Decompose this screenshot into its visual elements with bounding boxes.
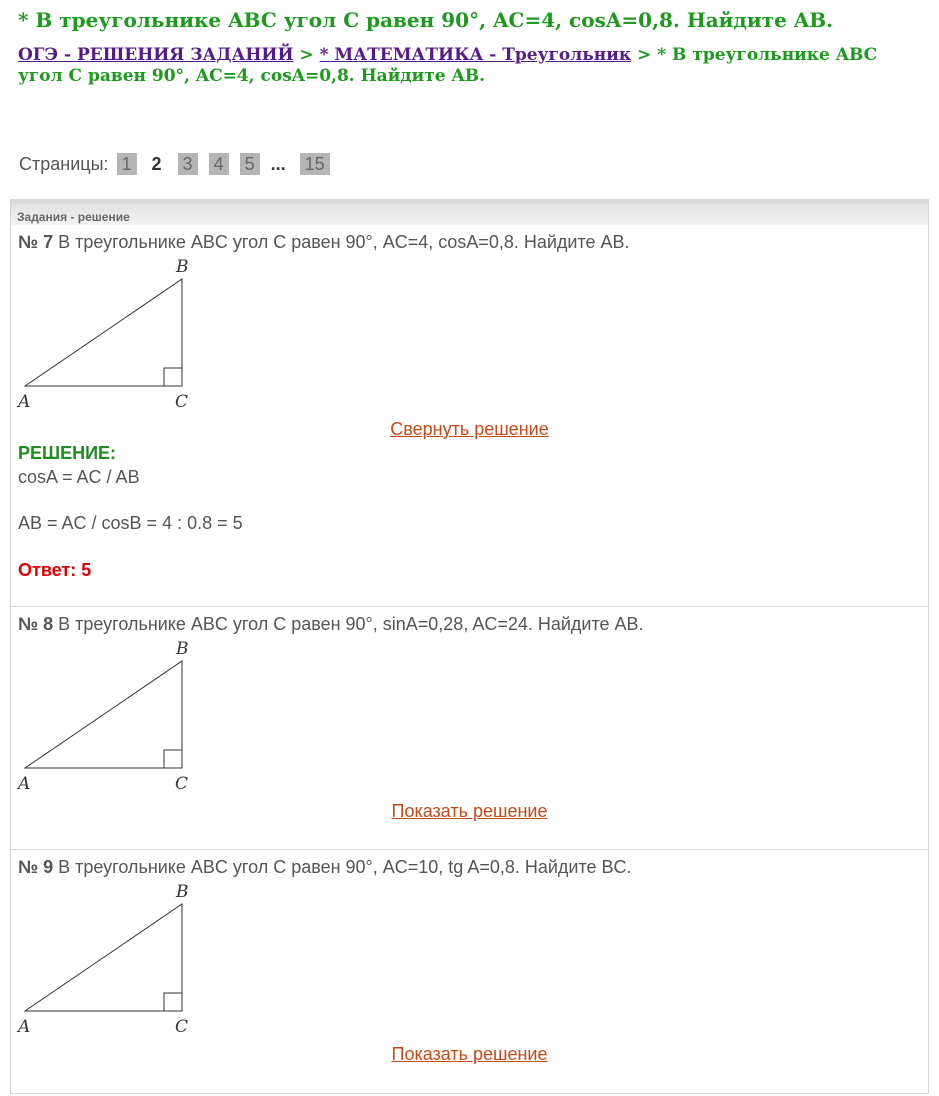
solution-line: AB = AC / cosB = 4 : 0.8 = 5 — [18, 513, 243, 533]
task-text: В треугольнике ABC угол C равен 90°, AC=4, cosA=0,8. Найдите AB. — [53, 232, 630, 252]
show-solution-link[interactable]: Показать решение — [391, 801, 548, 821]
page-current-2: 2 — [151, 153, 162, 174]
breadcrumb-separator: > — [631, 45, 658, 65]
collapse-solution-link[interactable]: Свернуть решение — [390, 419, 549, 439]
page-link-3[interactable]: 3 — [178, 153, 198, 175]
triangle-shape — [25, 661, 182, 768]
triangle-shape — [25, 904, 182, 1011]
vertex-label-a: A — [18, 1017, 31, 1037]
task-item — [11, 850, 928, 1092]
breadcrumb-separator: > — [293, 45, 320, 65]
task-number: № 7 — [18, 232, 54, 252]
solution-line: cosA = AC / AB — [18, 467, 140, 487]
page-ellipsis: ... — [270, 153, 286, 174]
task-text: В треугольнике ABC угол C равен 90°, AC=10, tg A=0,8. Найдите BC. — [53, 857, 632, 877]
page-link-4[interactable]: 4 — [209, 153, 229, 175]
show-solution-link[interactable]: Показать решение — [391, 1044, 548, 1064]
task-question — [18, 614, 644, 635]
pagination-label: Страницы: — [19, 153, 109, 174]
triangle-figure — [15, 255, 205, 415]
vertex-label-b: B — [176, 639, 189, 659]
task-number: № 9 — [18, 857, 54, 877]
task-number: № 8 — [18, 614, 54, 634]
right-angle-mark — [164, 993, 182, 1011]
page-title: * В треугольнике ABC угол C равен 90°, AC=4, cosA=0,8. Найдите AB. — [18, 8, 834, 32]
vertex-label-c: C — [175, 1017, 189, 1037]
vertex-label-c: C — [175, 392, 189, 412]
triangle-figure — [15, 880, 205, 1040]
answer-text: Ответ: 5 — [18, 560, 92, 580]
right-angle-mark — [164, 750, 182, 768]
vertex-label-a: A — [18, 774, 31, 794]
page-link-15[interactable]: 15 — [300, 153, 330, 175]
page-link-1[interactable]: 1 — [117, 153, 137, 175]
vertex-label-a: A — [18, 392, 31, 412]
breadcrumb-link-oge[interactable]: ОГЭ - РЕШЕНИЯ ЗАДАНИЙ — [18, 45, 294, 65]
breadcrumb-current: * В треугольнике ABC угол C равен 90°, AC=4, cosA=0,8. Найдите AB. — [18, 45, 878, 86]
task-question — [18, 232, 630, 253]
vertex-label-b: B — [176, 257, 189, 277]
vertex-label-b: B — [176, 882, 189, 902]
pagination — [19, 152, 341, 176]
breadcrumb-link-math-triangle[interactable]: * МАТЕМАТИКА - Треугольник — [319, 45, 632, 65]
task-item — [11, 607, 928, 850]
triangle-figure — [15, 637, 205, 797]
right-angle-mark — [164, 368, 182, 386]
triangle-shape — [25, 279, 182, 386]
solution-title: РЕШЕНИЕ: — [18, 443, 117, 463]
breadcrumb — [18, 45, 918, 87]
task-question — [18, 857, 632, 878]
task-text: В треугольнике ABC угол C равен 90°, sinA=0,28, AC=24. Найдите AB. — [53, 614, 644, 634]
page-link-5[interactable]: 5 — [240, 153, 260, 175]
task-item — [11, 225, 928, 607]
panel-header: Задания - решение — [11, 199, 928, 225]
tasks-panel — [10, 199, 929, 1094]
vertex-label-c: C — [175, 774, 189, 794]
